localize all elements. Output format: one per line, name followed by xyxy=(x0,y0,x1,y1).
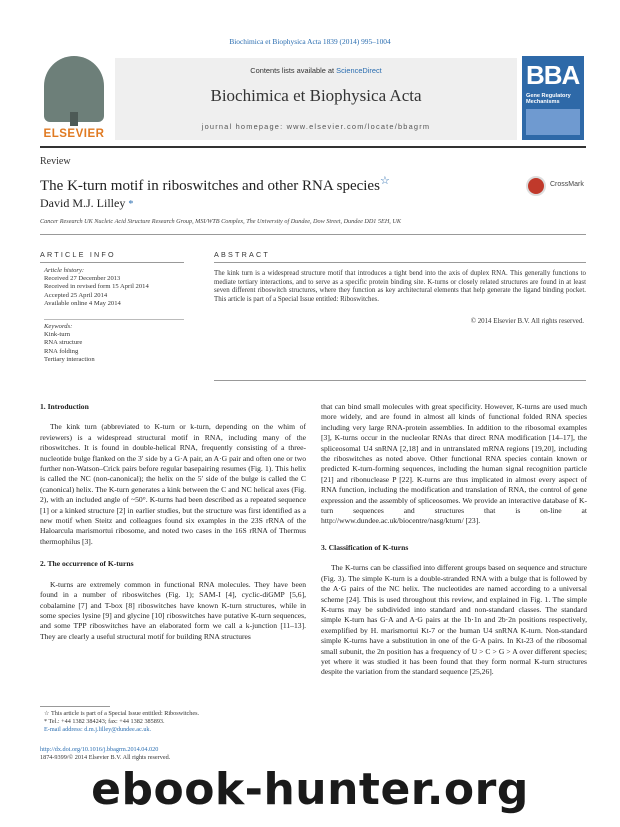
body-column-right xyxy=(321,402,587,678)
keyword: Kink-turn xyxy=(44,331,71,339)
abstract-copyright: © 2014 Elsevier B.V. All rights reserved. xyxy=(470,318,584,325)
issn-line: 1874-9399/© 2014 Elsevier B.V. All rights reserved. xyxy=(40,754,171,761)
sciencedirect-link[interactable]: ScienceDirect xyxy=(336,66,382,75)
article-info-rule xyxy=(40,262,184,263)
article-info-heading: ARTICLE INFO xyxy=(40,250,116,259)
crossmark-badge[interactable] xyxy=(526,176,586,198)
footnotes xyxy=(44,710,306,734)
history-item: Accepted 25 April 2014 xyxy=(44,291,108,299)
article-type: Review xyxy=(40,156,71,167)
section-heading: 3. Classification of K-turns xyxy=(321,542,409,552)
header-divider xyxy=(40,146,586,148)
paper-title xyxy=(40,174,390,195)
contents-prefix: Contents lists available at xyxy=(250,66,335,75)
elsevier-logo xyxy=(40,56,108,140)
abstract-heading: ABSTRACT xyxy=(214,250,270,259)
cover-image xyxy=(526,109,580,135)
history-label: Article history: xyxy=(44,267,85,274)
author-line xyxy=(40,196,133,211)
cover-title: BBA xyxy=(526,60,580,90)
title-footnote-mark[interactable]: ☆ xyxy=(379,175,390,187)
elsevier-tree-icon xyxy=(44,56,104,122)
crossmark-icon xyxy=(526,176,546,196)
footnote-rule xyxy=(40,706,110,707)
elsevier-wordmark: ELSEVIER xyxy=(43,128,105,140)
journal-title: Biochimica et Biophysica Acta xyxy=(210,86,422,105)
abstract-rule xyxy=(214,262,586,263)
journal-cover xyxy=(522,56,584,140)
info-divider xyxy=(40,234,586,235)
affiliation: Cancer Research UK Nucleic Acid Structure Research Group, MSI/WTB Complex, The University of Dundee, Dow Street, Dundee DD1 5EH, UK xyxy=(40,218,401,225)
history-item: Received in revised form 15 April 2014 xyxy=(44,283,149,291)
author-footnote-mark[interactable]: * xyxy=(128,199,134,210)
paragraph: The kink turn (abbreviated to K-turn or k-turn, depending on the whim of reviewers) is a widespread structural motif in RNA, including many of the riboswitches. It is found in double-helical RNA, frequently consisting of a three-nucleotide bulge flanked on the 3′ side by a G·A pair, an A·G pair and often one or two further non-Watson–Crick pairs before regular basepairing resumes (Fig. 1). This helix is called the NC (non-canonical); the helix on the 5′ side of the bulge is called the C (canonical) helix. The K-turn generates a kink between the C and NC helical axes (Fig. 2), with an included angle of ~50°. K-turns had been described as a repeated sequence [1] or a kinked structure [2] in earlier studies, but the structure was first identified as a new motif when Steitz and colleagues found six examples in the 23S rRNA of the Haloarcula marismortui ribosome, and noted two cases in the 16S rRNA of Thermus thermophilus [3]. xyxy=(40,422,306,546)
crossmark-label: CrossMark xyxy=(550,181,584,188)
keywords-rule xyxy=(44,319,184,320)
keyword: Tertiary interaction xyxy=(44,355,95,363)
keywords xyxy=(44,323,184,364)
abstract-text: The kink turn is a widespread structure motif that introduces a tight bend into the axis of duplex RNA. This generally functions to mediate tertiary interactions, and to serve as a specific protein binding site. K-turns or closely related structures are found in at least seven different riboswitch structures, where they function as key architectural elements that help generate the ligand binding pocket. This article is part of a Special Issue entitled: Riboswitches. xyxy=(214,270,586,303)
doi-block xyxy=(40,746,340,762)
journal-homepage[interactable]: journal homepage: www.elsevier.com/locate/bbagrm xyxy=(201,122,431,131)
keywords-label: Keywords: xyxy=(44,323,73,330)
body-column-left xyxy=(40,402,306,642)
paragraph: that can bind small molecules with great specificity. However, K-turns are used much more widely, and are found in almost all kinds of functional folded RNA species including very large RNA-protein assemblies. In addition to the ribosomal examples [3], K-turns occur in the nucleolar RNAs that direct RNA modification [14–17], the spliceosomal U4 snRNA [2,18] and in untranslated mRNA regions [19,20], including the riboswitches as noted above. Other functional RNA species contain known or predicted K-turn-forming sequences, including the human signal recognition particle [21] and ribonuclease P [22]. K-turns are thus implicated in almost every aspect of RNA function, including the modification and translation of RNA, the control of gene expression and the assembly of spliceosomes. We provide an interactive database of K-turn sequences and structures that is on-line at http://www.dundee.ac.uk/biocentre/nasg/kturn/ [23]. xyxy=(321,402,587,526)
abstract-bottom-rule xyxy=(214,380,586,381)
paragraph: K-turns are extremely common in functional RNA molecules. They have been found in a number of riboswitches (Fig. 1); SAM-I [4], cyclic-diGMP [5,6], cobalamine [7] and T-box [8] riboswitches have known K-turn structures, while in some species lysine [9] and glycine [10] riboswitches have putative K-turn sequences, and some TPP riboswitches have an elaborated form we call a k-junction [11–13]. They are clearly a useful structural motif for building RNA structures xyxy=(40,579,306,641)
history-item: Available online 4 May 2014 xyxy=(44,299,121,307)
section-heading: 2. The occurrence of K-turns xyxy=(40,559,134,569)
keyword: RNA folding xyxy=(44,347,79,355)
paragraph: The K-turns can be classified into different groups based on sequence and structure (Fig. 3). The simple K-turn is a double-stranded RNA with a bulge that is followed by the A·G pairs of the NC helix. The nucleotides are named according to a universal scheme [24]. This is used throughout this review, and explained in Fig. 1. The simple K-turns may be subdivided into standard and non-standard classes. The standard simple K-turn has G·A and A·G pairs at the 1b·1n and 2b·2n positions respectively, exemplified by H. marismortui Kt-7 or the human U4 snRNA K-turn. Non-standard simple K-turns have a substitution in one of the G·A pairs. In Kt-23 of the ribosomal small subunit, the 2n position has a frequency of U > C > G > A over different species; yet where it was studied it has been found that they form normal K-turn structures despite the variation from the standard sequence [25,26]. xyxy=(321,563,587,677)
footnote: ☆ This article is part of a Special Issue entitled: Riboswitches. xyxy=(44,710,200,717)
paper-title-text: The K-turn motif in riboswitches and other RNA species xyxy=(40,178,380,194)
doi-link[interactable]: http://dx.doi.org/10.1016/j.bbagrm.2014.04.020 xyxy=(40,746,159,753)
watermark: ebook-hunter.org xyxy=(91,764,529,815)
section-heading: 1. Introduction xyxy=(40,402,89,411)
article-history xyxy=(44,267,184,308)
author-name: David M.J. Lilley xyxy=(40,196,126,210)
journal-citation[interactable]: Biochimica et Biophysica Acta 1839 (2014) 995–1004 xyxy=(229,37,391,46)
footnote: * Tel.: +44 1382 384243; fax: +44 1382 385893. xyxy=(44,718,165,725)
history-item: Received 27 December 2013 xyxy=(44,275,121,283)
footnote-email[interactable]: E-mail address: d.m.j.lilley@dundee.ac.uk. xyxy=(44,726,152,733)
cover-subtitle: Gene Regulatory Mechanisms xyxy=(526,93,571,106)
contents-line xyxy=(115,66,517,75)
keyword: RNA structure xyxy=(44,339,83,347)
